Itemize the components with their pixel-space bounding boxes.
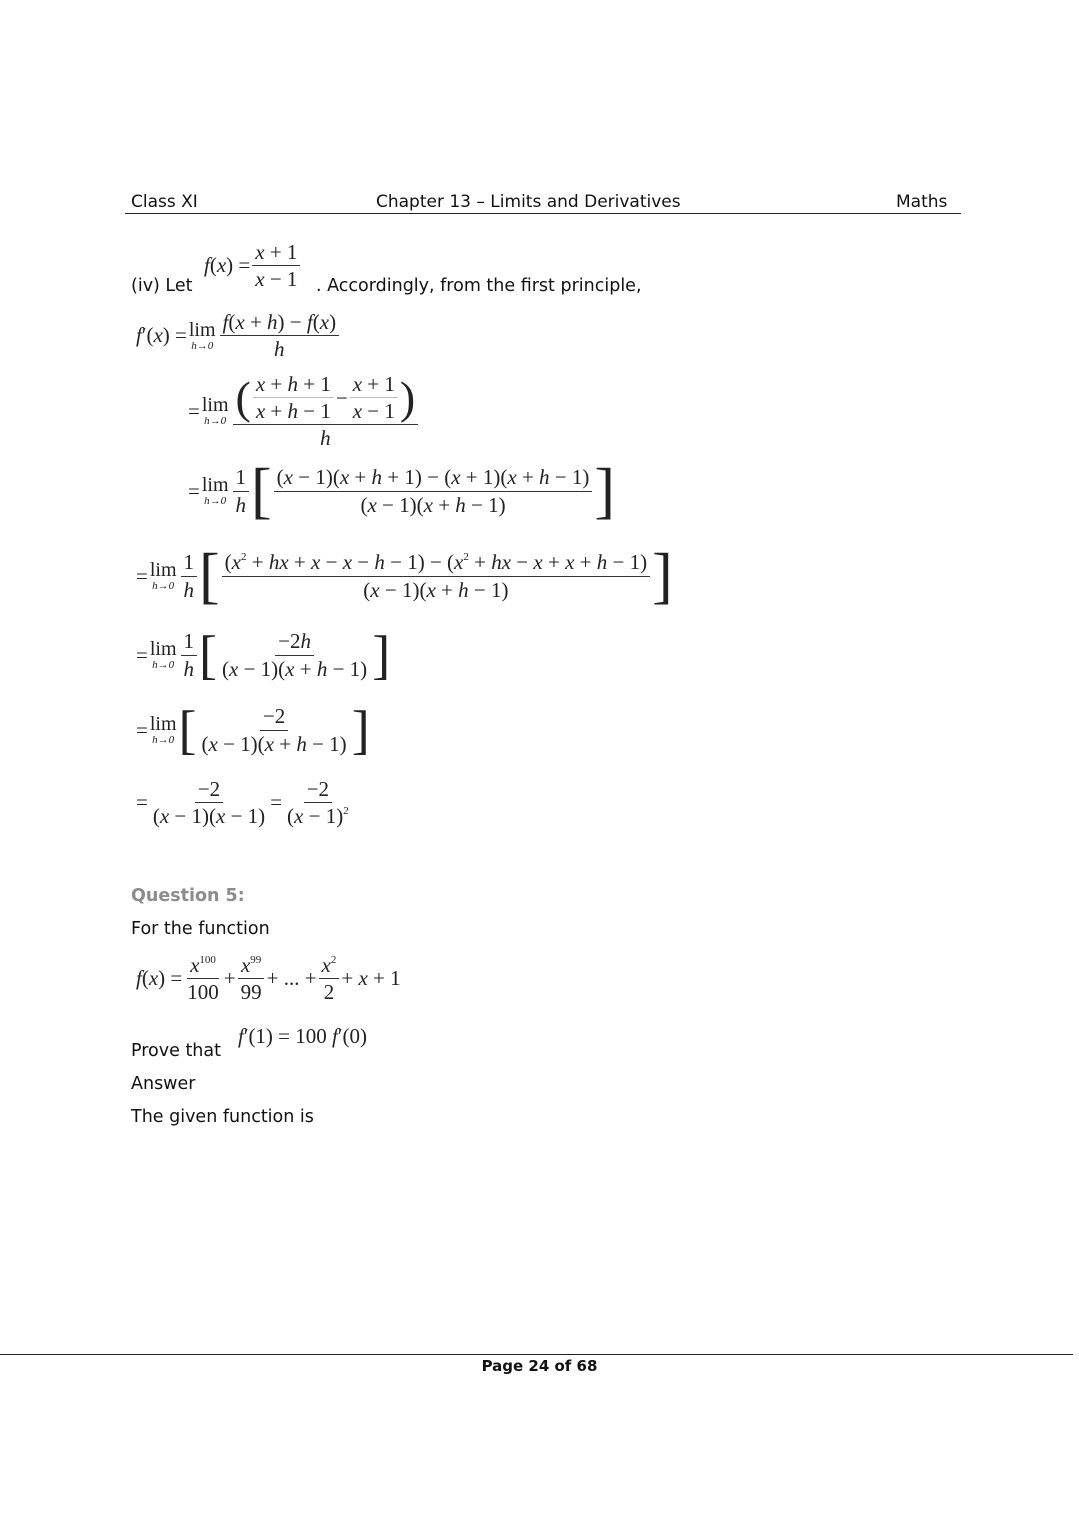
step-first-principle: f′(x) = lim h→0 $\frac{f(x + h) - f(x)}{h}$ bbox=[136, 310, 341, 361]
header-subject: Maths bbox=[896, 192, 948, 212]
step-substitute: = lim h→0 ( $\frac{x + h + 1}{x + h - 1}$ − $\frac{x + 1}{x - 1}$ ) h bbox=[188, 372, 420, 450]
part-iv-suffix: . Accordingly, from the first principle, bbox=[316, 276, 642, 296]
definition-fx: f(x) = $\frac{x + 1}{x - 1}$ bbox=[204, 240, 302, 291]
answer-intro: The given function is bbox=[131, 1107, 314, 1127]
answer-label: Answer bbox=[131, 1074, 196, 1094]
prove-expression: f′(1) = 100 f′(0) bbox=[238, 1024, 367, 1048]
footer-divider bbox=[0, 1354, 1073, 1355]
step-cancel-h: = lim h→0 [ $\frac{-2}{(x - 1)(x + h - 1)}$ ] bbox=[136, 700, 370, 760]
step-common-denominator: = lim h→0 $\frac{1}{h}$ [ $\frac{(x - 1)(x + h + 1) - (x + 1)(x + h - 1)}{(x - 1)(x + h - 1)}$ ] bbox=[188, 457, 616, 525]
question-5-function: f(x) = $\frac{x^{100}}{100}$ + $\frac{x^{99}}{99}$ + ... + $\frac{x^2}{2}$ + x + 1 bbox=[136, 953, 401, 1005]
step-simplify: = lim h→0 $\frac{1}{h}$ [ $\frac{-2h}{(x - 1)(x + h - 1)}$ ] bbox=[136, 625, 391, 685]
step-expand: = lim h→0 $\frac{1}{h}$ [ $\frac{(x^2 + hx + x - x - h - 1) - (x^2 + hx - x + x + h - 1)}{(x - 1)(x + h - 1)}$ ] bbox=[136, 542, 673, 610]
header-chapter: Chapter 13 – Limits and Derivatives bbox=[376, 192, 681, 212]
step-result: = $\frac{-2}{(x - 1)(x - 1)}$ = $\frac{-2}{(x - 1)^2}$ bbox=[136, 777, 349, 829]
part-iv-prefix: (iv) Let bbox=[131, 276, 193, 296]
question-5-heading: Question 5: bbox=[131, 886, 245, 906]
prove-prefix: Prove that bbox=[131, 1041, 221, 1061]
question-5-intro: For the function bbox=[131, 919, 270, 939]
page-number: Page 24 of 68 bbox=[481, 1357, 598, 1375]
header-divider bbox=[125, 213, 961, 214]
header-class: Class XI bbox=[131, 192, 198, 212]
